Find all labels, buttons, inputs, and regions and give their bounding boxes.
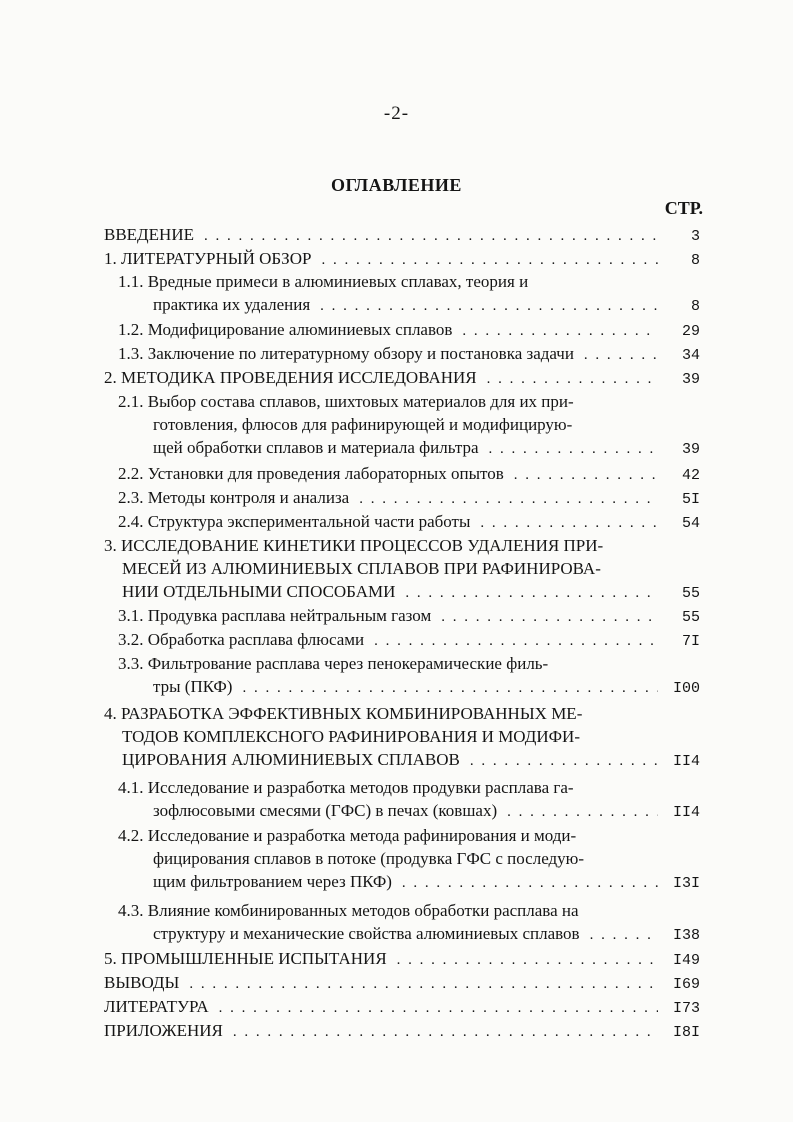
toc-entry-page: 39 <box>681 371 700 388</box>
toc-entry-page: I8I <box>672 1024 700 1041</box>
toc-entry <box>118 390 700 459</box>
toc-entry <box>118 899 700 945</box>
toc-entry-page: I38 <box>672 927 700 944</box>
toc-entry-text: 4.3. Влияние комбинированных методов обработки расплава на <box>118 901 579 920</box>
toc-entry-text: 2.1. Выбор состава сплавов, шихтовых материалов для их при- <box>118 392 574 411</box>
toc-title: ОГЛАВЛЕНИЕ <box>331 175 462 195</box>
toc-entry-page: 39 <box>681 441 700 458</box>
toc-entry-page: 8 <box>690 252 700 269</box>
toc-entry-text: щей обработки сплавов и материала фильтра <box>153 438 479 457</box>
toc-entry-page: 34 <box>681 347 700 364</box>
toc-entry-text: ВЫВОДЫ <box>104 973 180 992</box>
dot-leader <box>480 512 658 535</box>
toc-entry-page: 55 <box>681 585 700 602</box>
dot-leader <box>402 872 658 895</box>
toc-entry <box>104 247 700 270</box>
toc-entry-text: зофлюсовыми смесями (ГФС) в печах (ковшах) <box>153 801 498 820</box>
toc-entry-page: 55 <box>681 609 700 626</box>
toc-entry-text: структуру и механические свойства алюминиевых сплавов <box>153 924 580 943</box>
toc-entry <box>118 628 700 651</box>
dot-leader <box>470 750 658 773</box>
toc-entry-text: готовления, флюсов для рафинирующей и модифицирую- <box>153 415 573 434</box>
dot-leader <box>462 320 658 343</box>
toc-entry-text: МЕСЕЙ ИЗ АЛЮМИНИЕВЫХ СПЛАВОВ ПРИ РАФИНИРОВА- <box>122 559 601 578</box>
toc-entry-text: 1. ЛИТЕРАТУРНЫЙ ОБЗОР <box>104 249 312 268</box>
dot-leader <box>514 464 658 487</box>
toc-entry <box>118 604 700 627</box>
dot-leader <box>189 973 658 996</box>
toc-entry-page: 7I <box>681 633 700 650</box>
toc-entry-text: 2.4. Структура экспериментальной части работы <box>118 512 471 531</box>
toc-entry <box>118 776 700 822</box>
toc-entry-page: I00 <box>672 680 700 697</box>
toc-entry-text: щим фильтрованием через ПКФ) <box>153 872 392 891</box>
toc-entry-text: 2.3. Методы контроля и анализа <box>118 488 350 507</box>
dot-leader <box>489 438 658 461</box>
toc-entry-text: ЦИРОВАНИЯ АЛЮМИНИЕВЫХ СПЛАВОВ <box>122 750 460 769</box>
toc-entry <box>104 702 700 771</box>
toc-entry <box>104 223 700 246</box>
toc-entry <box>118 510 700 533</box>
dot-leader <box>405 582 658 605</box>
dot-leader <box>242 677 658 700</box>
toc-entry <box>118 462 700 485</box>
toc-entry-text: 4. РАЗРАБОТКА ЭФФЕКТИВНЫХ КОМБИНИРОВАННЫХ МЕ- <box>104 704 583 723</box>
toc-entry-text: ПРИЛОЖЕНИЯ <box>104 1021 223 1040</box>
dot-leader <box>321 249 658 272</box>
toc-entry-page: I49 <box>672 952 700 969</box>
toc-entry-text: 1.3. Заключение по литературному обзору и постановка задачи <box>118 344 574 363</box>
toc-entry-page: I69 <box>672 976 700 993</box>
toc-entry <box>104 947 700 970</box>
dot-leader <box>590 924 658 947</box>
dot-leader <box>441 606 658 629</box>
toc-entry-text: фицирования сплавов в потоке (продувка ГФС с последую- <box>153 849 585 868</box>
toc-entry-text: 3.1. Продувка расплава нейтральным газом <box>118 606 432 625</box>
toc-entry-page: II4 <box>672 753 700 770</box>
dot-leader <box>374 630 658 653</box>
toc-entry <box>118 318 700 341</box>
toc-entry <box>104 995 700 1018</box>
toc-entry-page: 5I <box>681 491 700 508</box>
toc-entry-text: 4.1. Исследование и разработка методов продувки расплава га- <box>118 778 574 797</box>
toc-entry <box>118 270 700 316</box>
page-column-header: СТР. <box>664 198 703 218</box>
toc-entry-page: I3I <box>672 875 700 892</box>
toc-entry-page: 3 <box>690 228 700 245</box>
toc-entry-text: 1.2. Модифицирование алюминиевых сплавов <box>118 320 453 339</box>
toc-entry-text: 2. МЕТОДИКА ПРОВЕДЕНИЯ ИССЛЕДОВАНИЯ <box>104 368 477 387</box>
dot-leader <box>359 488 658 511</box>
dot-leader <box>397 949 658 972</box>
toc-entry-text: 3.2. Обработка расплава флюсами <box>118 630 365 649</box>
toc-entry <box>104 1019 700 1042</box>
toc-entry-page: 29 <box>681 323 700 340</box>
toc-entry-text: 3. ИССЛЕДОВАНИЕ КИНЕТИКИ ПРОЦЕССОВ УДАЛЕНИЯ ПРИ- <box>104 536 604 555</box>
toc-entry <box>104 971 700 994</box>
toc-entry-page: 42 <box>681 467 700 484</box>
dot-leader <box>204 225 658 248</box>
toc-entry-text: 4.2. Исследование и разработка метода рафинирования и моди- <box>118 826 577 845</box>
toc-entry-text: тры (ПКФ) <box>153 677 233 696</box>
toc-entry-text: 1.1. Вредные примеси в алюминиевых сплавах, теория и <box>118 272 529 291</box>
toc-entry-text: практика их удаления <box>153 295 311 314</box>
toc-entry-text: ТОДОВ КОМПЛЕКСНОГО РАФИНИРОВАНИЯ И МОДИФИ- <box>122 727 580 746</box>
toc-entry-text: ЛИТЕРАТУРА <box>104 997 209 1016</box>
dot-leader <box>320 295 658 318</box>
toc-entry <box>118 652 700 698</box>
page-number: -2- <box>383 103 410 124</box>
toc-entry-page: 54 <box>681 515 700 532</box>
toc-entry <box>118 824 700 893</box>
toc-entry-text: 3.3. Фильтрование расплава через пенокерамические филь- <box>118 654 549 673</box>
toc-entry <box>104 534 700 603</box>
toc-entry-text: ВВЕДЕНИЕ <box>104 225 194 244</box>
dot-leader <box>507 801 658 824</box>
toc-entry <box>118 486 700 509</box>
dot-leader <box>584 344 658 367</box>
toc-entry <box>104 366 700 389</box>
toc-entry-page: II4 <box>672 804 700 821</box>
dot-leader <box>219 997 658 1020</box>
dot-leader <box>487 368 658 391</box>
toc-entry-text: 5. ПРОМЫШЛЕННЫЕ ИСПЫТАНИЯ <box>104 949 387 968</box>
toc-entry-page: 8 <box>690 298 700 315</box>
toc-entry-text: НИИ ОТДЕЛЬНЫМИ СПОСОБАМИ <box>122 582 396 601</box>
toc-entry <box>118 342 700 365</box>
toc-entry-page: I73 <box>672 1000 700 1017</box>
toc-entry-text: 2.2. Установки для проведения лабораторных опытов <box>118 464 504 483</box>
dot-leader <box>233 1021 658 1044</box>
